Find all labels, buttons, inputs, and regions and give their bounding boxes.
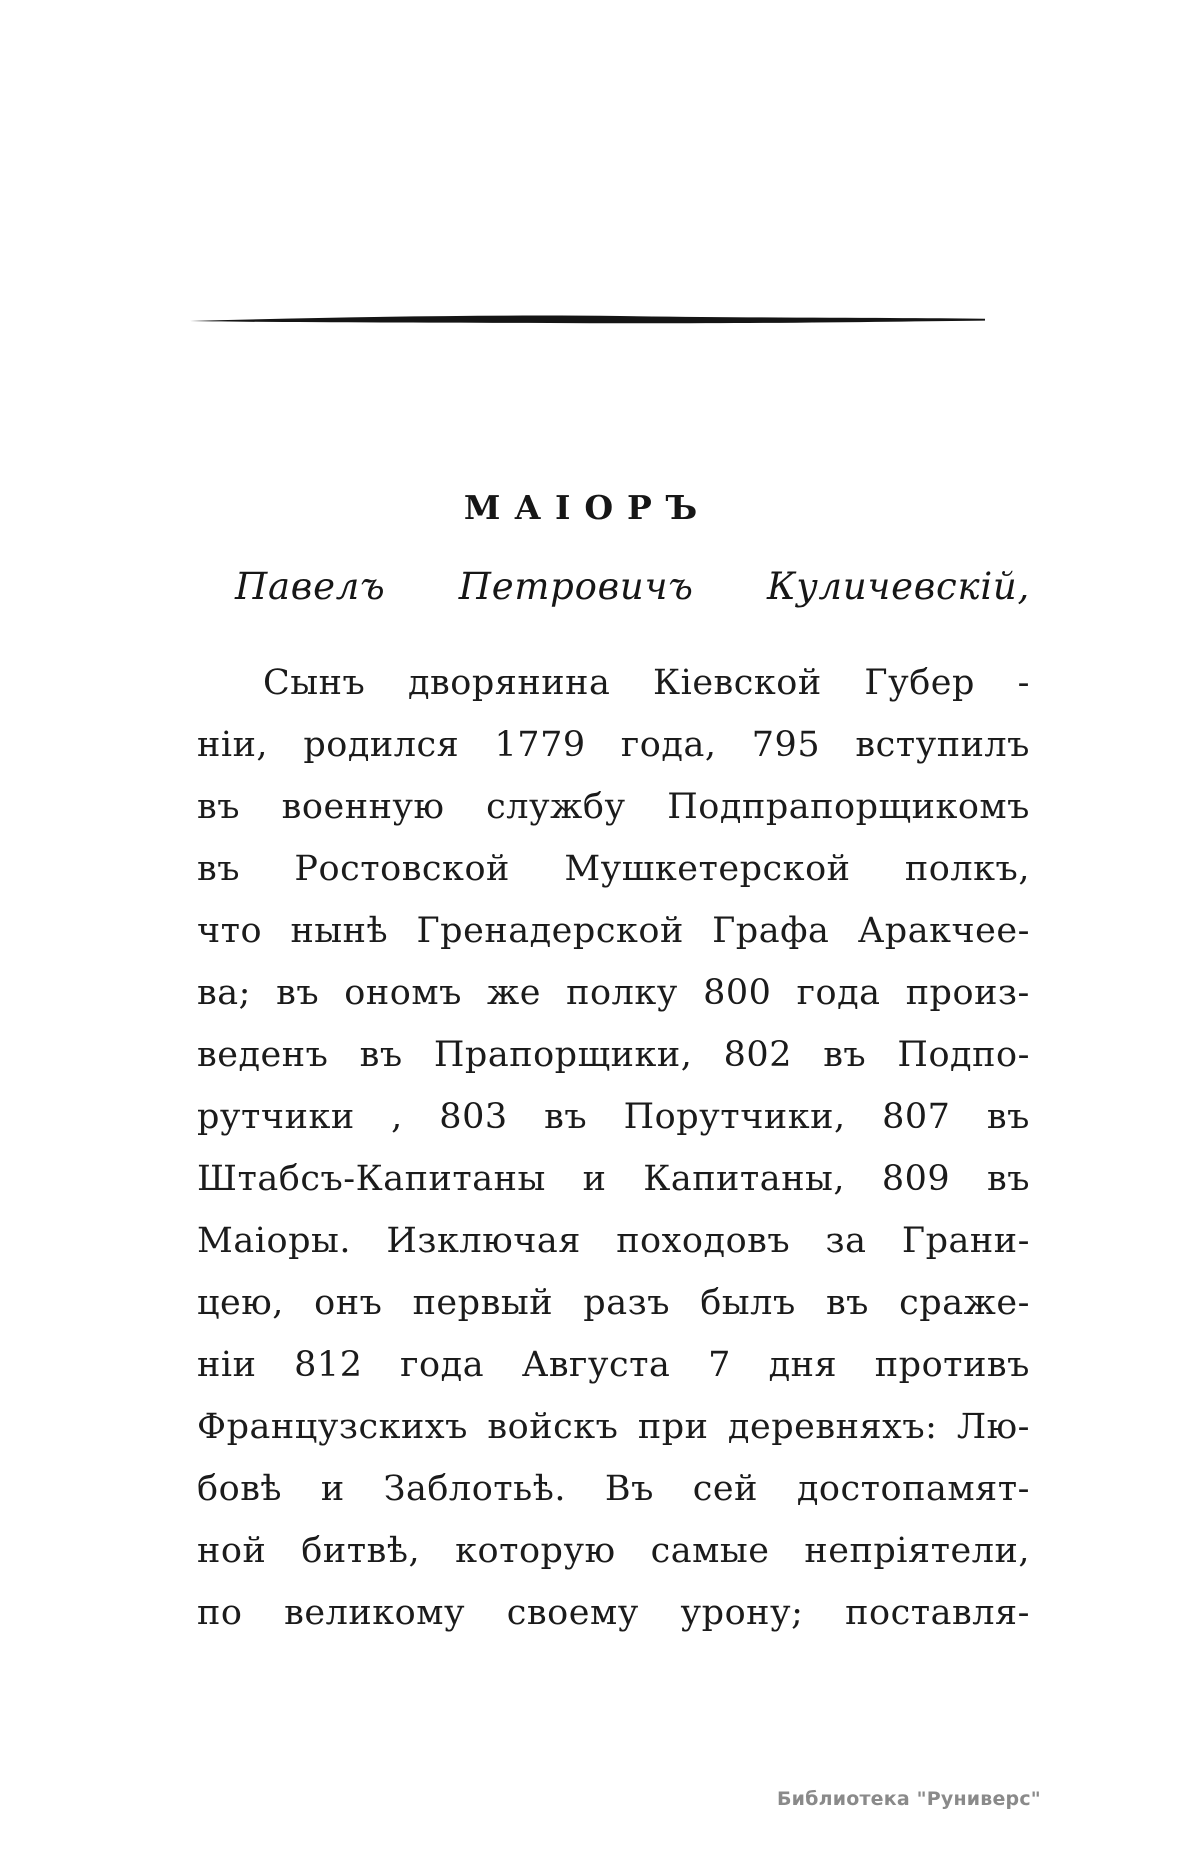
word: 795 bbox=[751, 725, 821, 765]
word: Петровичъ bbox=[458, 565, 694, 608]
body-line bbox=[197, 1396, 1030, 1458]
word: разъ bbox=[583, 1283, 670, 1323]
word: произ- bbox=[905, 973, 1030, 1013]
word: самые bbox=[650, 1531, 770, 1571]
word: ономъ bbox=[344, 973, 462, 1013]
word: 1779 bbox=[494, 725, 586, 765]
word: достопамят- bbox=[796, 1469, 1030, 1509]
header-rule-line bbox=[190, 312, 985, 328]
word: года bbox=[400, 1345, 485, 1385]
word: за bbox=[825, 1221, 867, 1261]
word: въ bbox=[197, 787, 241, 827]
word: Изключая bbox=[386, 1221, 581, 1261]
word: что bbox=[197, 911, 263, 951]
word: Порутчики, bbox=[623, 1097, 846, 1137]
body-line bbox=[197, 714, 1030, 776]
body-line bbox=[197, 652, 1030, 714]
word: полку bbox=[566, 973, 678, 1013]
word: Графа bbox=[712, 911, 830, 951]
body-line bbox=[197, 900, 1030, 962]
word: Подпрапорщикомъ bbox=[667, 787, 1030, 827]
word: 809 bbox=[881, 1159, 951, 1199]
word: Гренадерской bbox=[416, 911, 684, 951]
word: ніи, bbox=[197, 725, 269, 765]
person-name-heading bbox=[197, 565, 1030, 608]
word: Мушкетерской bbox=[564, 849, 851, 889]
body-line bbox=[197, 1520, 1030, 1582]
word: войскъ bbox=[487, 1407, 619, 1447]
word: 802 bbox=[723, 1035, 792, 1075]
biography-paragraph bbox=[197, 652, 1030, 1644]
word: противъ bbox=[874, 1345, 1030, 1385]
word: Штабсъ-Капитаны bbox=[197, 1159, 546, 1199]
body-line bbox=[197, 1148, 1030, 1210]
word: битвѣ, bbox=[301, 1531, 421, 1571]
word: бовѣ bbox=[197, 1469, 283, 1509]
word: Сынъ bbox=[263, 663, 366, 703]
word: своему bbox=[506, 1593, 639, 1633]
word: цею, bbox=[197, 1283, 284, 1323]
word: рутчики bbox=[197, 1097, 355, 1137]
word: Маіоры. bbox=[197, 1221, 352, 1261]
word: ва; bbox=[197, 973, 251, 1013]
word: Французскихъ bbox=[197, 1407, 468, 1447]
word: дня bbox=[768, 1345, 838, 1385]
word: Прапорщики, bbox=[433, 1035, 693, 1075]
word: года bbox=[796, 973, 881, 1013]
body-line bbox=[197, 1582, 1030, 1644]
word: дворянина bbox=[407, 663, 611, 703]
word: ной bbox=[197, 1531, 267, 1571]
body-line bbox=[197, 962, 1030, 1024]
word: Грани- bbox=[901, 1221, 1030, 1261]
body-line bbox=[197, 1024, 1030, 1086]
word: въ bbox=[359, 1035, 403, 1075]
body-line bbox=[197, 1458, 1030, 1520]
word: полкъ, bbox=[904, 849, 1030, 889]
word: по bbox=[197, 1593, 243, 1633]
word: онъ bbox=[314, 1283, 383, 1323]
word: Заблотьѣ. bbox=[383, 1469, 567, 1509]
word: въ bbox=[544, 1097, 588, 1137]
word: Въ bbox=[604, 1469, 654, 1509]
word: года, bbox=[620, 725, 717, 765]
library-watermark: Библиотека "Руниверс" bbox=[777, 1788, 1041, 1810]
word: Ростовской bbox=[294, 849, 510, 889]
word: и bbox=[582, 1159, 607, 1199]
word: въ bbox=[197, 849, 241, 889]
word: въ bbox=[825, 1283, 869, 1323]
word: веденъ bbox=[197, 1035, 329, 1075]
word: въ bbox=[986, 1159, 1030, 1199]
word: военную bbox=[281, 787, 445, 827]
word: Губер bbox=[864, 663, 975, 703]
word: при bbox=[637, 1407, 709, 1447]
body-line bbox=[197, 1272, 1030, 1334]
word: первый bbox=[412, 1283, 554, 1323]
word: деревняхъ: bbox=[727, 1407, 938, 1447]
word: службу bbox=[486, 787, 626, 827]
word: поставля- bbox=[845, 1593, 1030, 1633]
word: 800 bbox=[703, 973, 772, 1013]
word: великому bbox=[284, 1593, 466, 1633]
word: сей bbox=[692, 1469, 758, 1509]
word: которую bbox=[455, 1531, 616, 1571]
word: 7 bbox=[708, 1345, 731, 1385]
word: Капитаны, bbox=[643, 1159, 846, 1199]
body-line bbox=[197, 776, 1030, 838]
word: въ bbox=[986, 1097, 1030, 1137]
word: 812 bbox=[294, 1345, 363, 1385]
word: Аракчее- bbox=[857, 911, 1030, 951]
word: Подпо- bbox=[897, 1035, 1030, 1075]
word: въ bbox=[823, 1035, 867, 1075]
body-line bbox=[197, 1334, 1030, 1396]
word: Куличевскій, bbox=[766, 565, 1030, 608]
body-line bbox=[197, 838, 1030, 900]
word: 807 bbox=[882, 1097, 951, 1137]
word: былъ bbox=[700, 1283, 796, 1323]
body-line bbox=[197, 1210, 1030, 1272]
word: нынѣ bbox=[290, 911, 389, 951]
word: сраже- bbox=[899, 1283, 1030, 1323]
word: и bbox=[320, 1469, 345, 1509]
word: , bbox=[391, 1097, 403, 1137]
word: походовъ bbox=[616, 1221, 791, 1261]
word: Кіевской bbox=[652, 663, 822, 703]
word: родился bbox=[303, 725, 460, 765]
word: 803 bbox=[439, 1097, 508, 1137]
word: урону; bbox=[680, 1593, 804, 1633]
word: Августа bbox=[521, 1345, 671, 1385]
body-line bbox=[197, 1086, 1030, 1148]
word: непріятели, bbox=[804, 1531, 1030, 1571]
word: вступилъ bbox=[855, 725, 1030, 765]
word: ніи bbox=[197, 1345, 257, 1385]
word: въ bbox=[276, 973, 320, 1013]
page-title: МАІОРЪ bbox=[463, 488, 712, 527]
word: Лю- bbox=[956, 1407, 1030, 1447]
word: же bbox=[487, 973, 542, 1013]
word: - bbox=[1017, 663, 1030, 703]
word: Павелъ bbox=[235, 565, 386, 608]
